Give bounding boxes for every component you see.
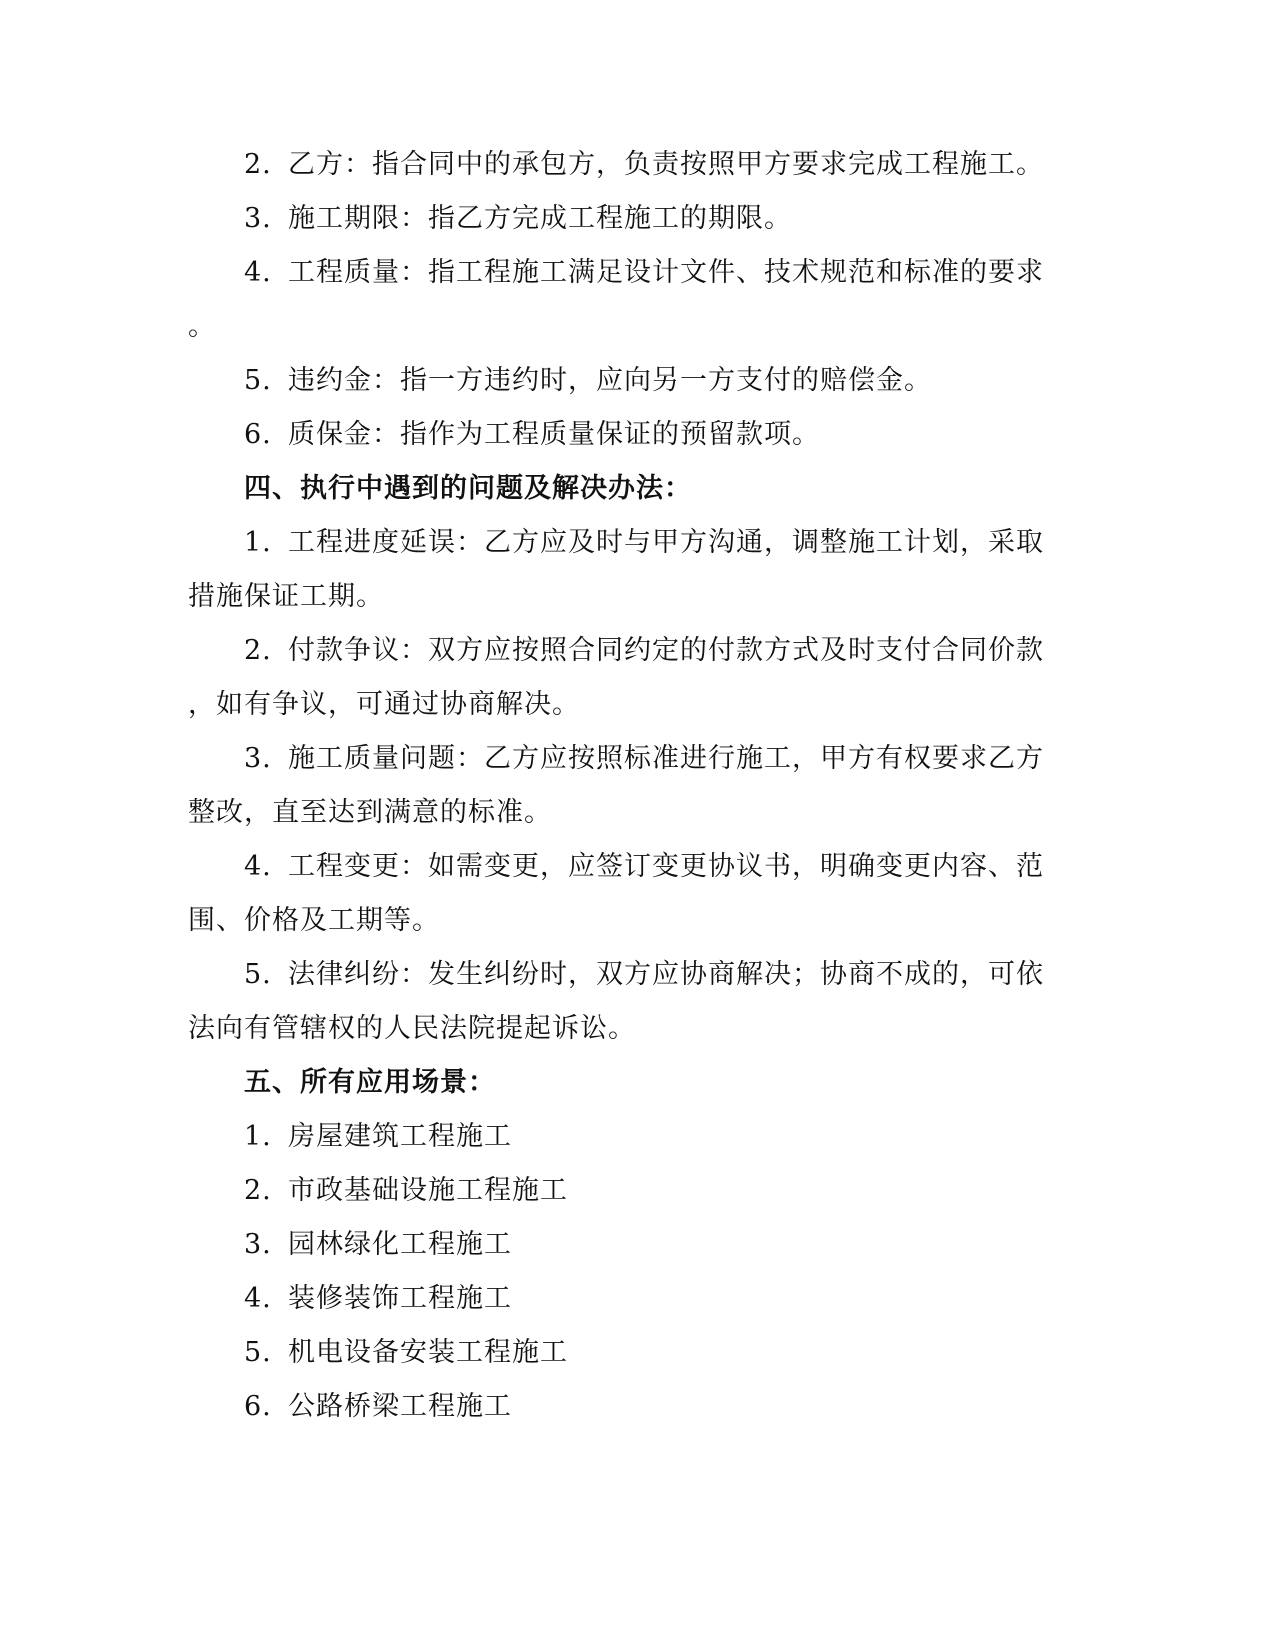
list-number: 5.	[244, 365, 272, 396]
list-text: 机电设备安装工程施工	[288, 1337, 568, 1368]
scenario-item	[244, 1387, 512, 1427]
scenario-item	[244, 1279, 512, 1319]
list-number: 4.	[244, 1283, 272, 1314]
definition-item	[244, 145, 1044, 185]
scenario-item	[244, 1117, 512, 1157]
list-number: 6.	[244, 1391, 272, 1422]
scenario-item	[244, 1171, 568, 1211]
problem-continuation: 围、价格及工期等。	[188, 905, 440, 936]
scenario-item	[244, 1333, 568, 1373]
list-number: 3.	[244, 203, 272, 234]
list-text: 公路桥梁工程施工	[288, 1391, 512, 1422]
problem-item	[244, 739, 1044, 779]
list-text: 装修装饰工程施工	[288, 1283, 512, 1314]
list-number: 2.	[244, 149, 272, 180]
section-heading-scenarios: 五、所有应用场景：	[244, 1067, 496, 1098]
problem-item	[244, 955, 1044, 995]
list-number: 2.	[244, 1175, 272, 1206]
list-number: 1.	[244, 1121, 272, 1152]
problem-continuation: ，如有争议，可通过协商解决。	[188, 689, 580, 720]
list-text: 法律纠纷：发生纠纷时，双方应协商解决；协商不成的，可依	[288, 959, 1044, 990]
list-number: 3.	[244, 1229, 272, 1260]
list-text: 施工期限：指乙方完成工程施工的期限。	[288, 203, 792, 234]
definition-item	[244, 199, 792, 239]
list-text: 施工质量问题：乙方应按照标准进行施工，甲方有权要求乙方	[288, 743, 1044, 774]
problem-continuation: 措施保证工期。	[188, 581, 384, 612]
list-text: 房屋建筑工程施工	[288, 1121, 512, 1152]
scenario-item	[244, 1225, 512, 1265]
list-text: 违约金：指一方违约时，应向另一方支付的赔偿金。	[288, 365, 932, 396]
list-number: 1.	[244, 527, 272, 558]
section-heading-problems: 四、执行中遇到的问题及解决办法：	[244, 473, 692, 504]
definition-item	[244, 253, 1044, 293]
list-number: 3.	[244, 743, 272, 774]
list-number: 6.	[244, 419, 272, 450]
list-text: 质保金：指作为工程质量保证的预留款项。	[288, 419, 820, 450]
problem-continuation: 整改，直至达到满意的标准。	[188, 797, 552, 828]
list-number: 4.	[244, 257, 272, 288]
problem-item	[244, 847, 1044, 887]
definition-continuation: 。	[188, 311, 216, 342]
list-number: 2.	[244, 635, 272, 666]
problem-item	[244, 631, 1044, 671]
list-number: 5.	[244, 959, 272, 990]
list-text: 园林绿化工程施工	[288, 1229, 512, 1260]
definition-item	[244, 361, 932, 401]
list-text: 工程质量：指工程施工满足设计文件、技术规范和标准的要求	[288, 257, 1044, 288]
list-text: 工程变更：如需变更，应签订变更协议书，明确变更内容、范	[288, 851, 1044, 882]
list-text: 付款争议：双方应按照合同约定的付款方式及时支付合同价款	[288, 635, 1044, 666]
list-number: 4.	[244, 851, 272, 882]
definition-item	[244, 415, 820, 455]
problem-item	[244, 523, 1044, 563]
list-text: 市政基础设施工程施工	[288, 1175, 568, 1206]
list-text: 乙方：指合同中的承包方，负责按照甲方要求完成工程施工。	[288, 149, 1044, 180]
list-text: 工程进度延误：乙方应及时与甲方沟通，调整施工计划，采取	[288, 527, 1044, 558]
list-number: 5.	[244, 1337, 272, 1368]
problem-continuation: 法向有管辖权的人民法院提起诉讼。	[188, 1013, 636, 1044]
